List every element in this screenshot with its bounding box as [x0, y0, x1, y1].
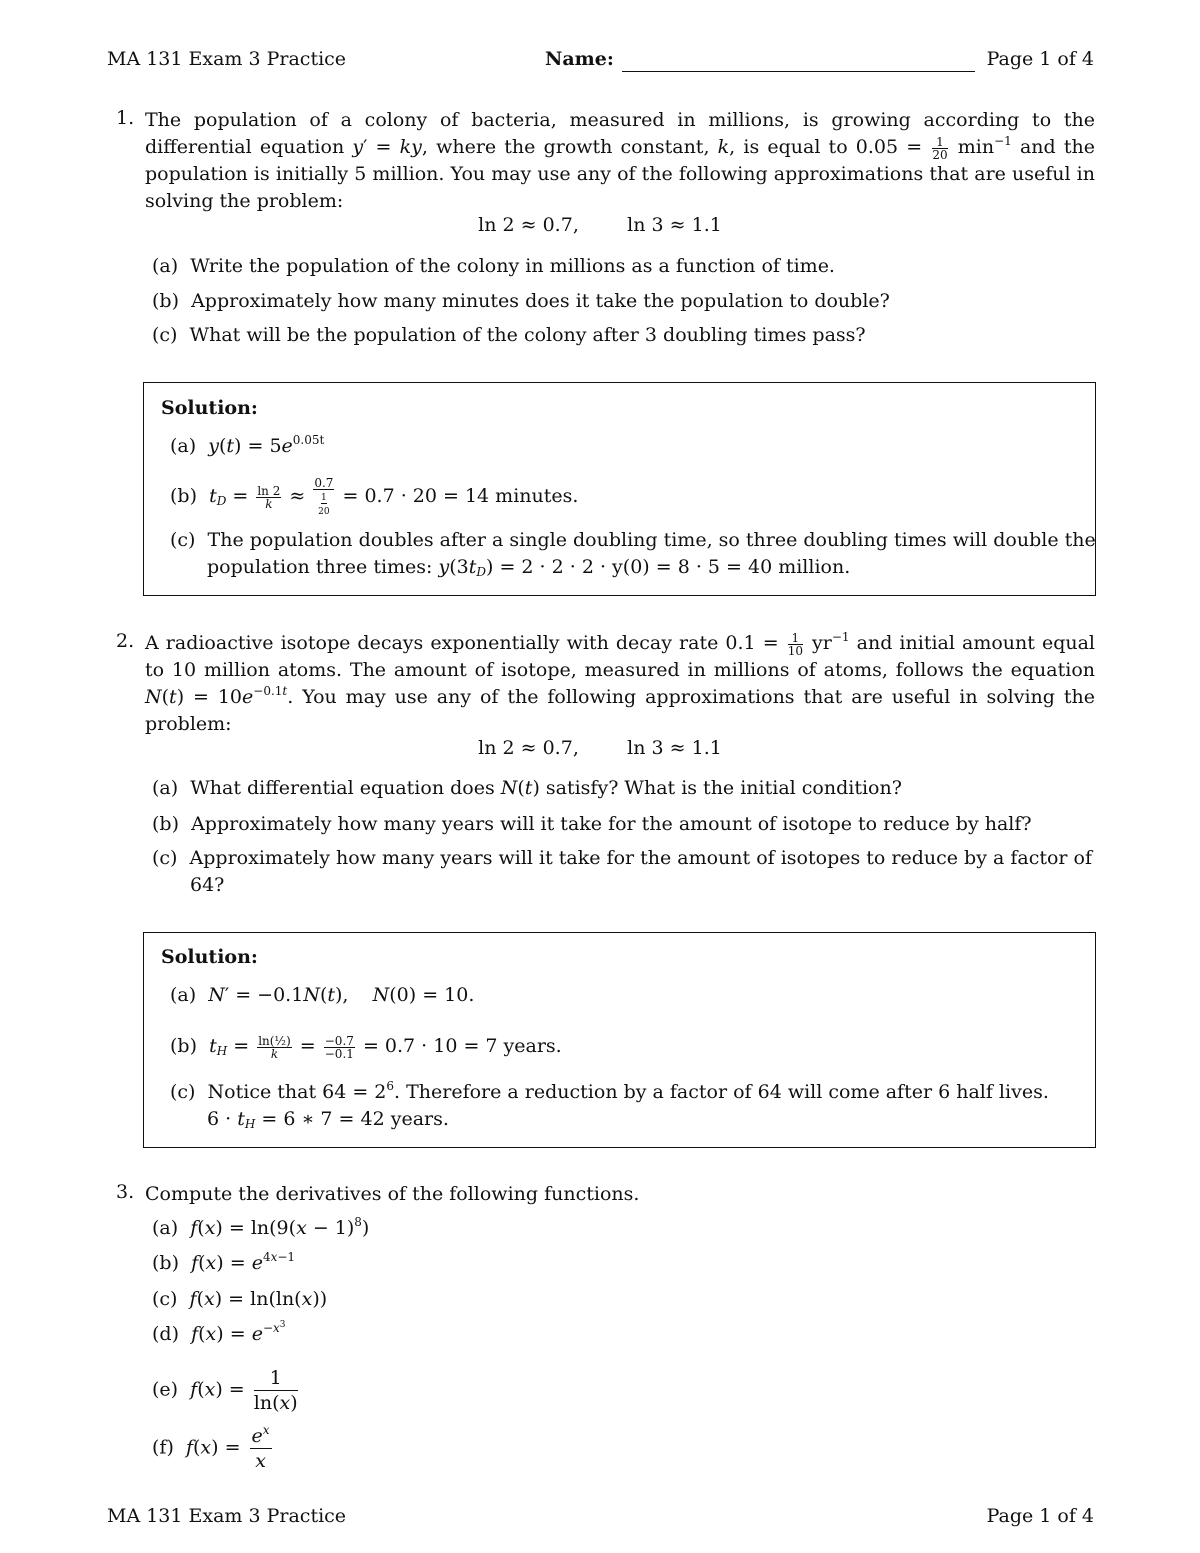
footer-page: Page 1 of 4: [986, 1505, 1094, 1527]
q2-line3: You may use any of the following approximations that are useful in solving the: [302, 686, 1095, 708]
q1-line2c: is equal to 0.05 =: [743, 136, 923, 158]
solution-2-a: (a) N′ = −0.1N(t), N(0) = 10.: [170, 984, 475, 1006]
solution-1-a: (a) $y(t) = 5e^{0.05t}$: [170, 433, 325, 457]
q2-part-a: (a) What differential equation does N(t) satisfy? What is the initial condition?: [152, 777, 902, 799]
q2-number: 2.: [116, 630, 135, 652]
q2-part-c-line2: 64?: [190, 874, 225, 896]
solution-1-title: Solution:: [161, 397, 258, 419]
q1-part-a: (a) Write the population of the colony in millions as a function of time.: [152, 255, 835, 277]
solution-2-c-line1: (c) Notice that $64 = 2^6$. Therefore a reduction by a factor of 64 will come after 6 half lives.: [170, 1079, 1049, 1103]
q1-text: The population of a colony of bacteria, measured in millions, is growing according to the differential equation y′ = ky, where the growth constant, k, is equal to 0.05 = $\frac{1}{20}$ $\min^{-1}$ and the population is initially 5 million. You may use any of the following approximations that are useful in solving the problem:: [145, 109, 1095, 212]
q1-line4: problem:: [256, 190, 344, 212]
q1-line2d: and the population is: [145, 136, 1095, 185]
solution-1-c-line2: population three times: $y(3t_D) = 2 \cdot 2 \cdot 2 \cdot y(0) = 8 \cdot 5 = 40$ million.: [207, 556, 851, 579]
q3-part-f: (f) f(x) = $\frac{e^x}{x}$: [152, 1423, 270, 1472]
q2-approximations: ln 2 ≈ 0.7, ln 3 ≈ 1.1: [478, 737, 722, 759]
q2-line4: problem:: [145, 713, 232, 735]
header-name-label: Name:: [545, 48, 614, 70]
q2-rate-fraction: $\frac{1}{10}$: [787, 630, 803, 658]
q2-line2: to 10 million atoms. The amount of isotope, measured in millions of atoms, follows the equation: [145, 659, 1095, 681]
q3-part-c: (c) f(x) = ln(ln(x)): [152, 1288, 328, 1310]
q1-number: 1.: [116, 107, 135, 129]
q1-part-c: (c) What will be the population of the colony after 3 doubling times pass?: [152, 324, 866, 346]
q1-rate-fraction: $\frac{1}{20}$: [932, 134, 948, 162]
q3-number: 3.: [116, 1181, 135, 1203]
q1-line1: The population of a colony of bacteria, measured in millions, is growing according to the differential: [145, 109, 1095, 158]
q1-approximations: ln 2 ≈ 0.7, ln 3 ≈ 1.1: [478, 214, 722, 236]
q3-title: Compute the derivatives of the following functions.: [145, 1183, 640, 1205]
q2-line1a: A radioactive isotope decays exponentially with decay rate 0.1 =: [145, 632, 779, 654]
solution-1-b: (b) $t_D$ = $\frac{\ln 2}{k}$ ≈ 0.7 1 20 = 0.7 · 20 = 14 minutes.: [170, 476, 579, 517]
q2-line1b: and initial amount equal: [856, 632, 1096, 654]
solution-2-b: (b) $t_H$ = $\frac{\text{ln(½)}}{k}$ = $\frac{-0.7}{-0.1}$ = 0.7 · 10 = 7 years.: [170, 1033, 562, 1061]
header-page: Page 1 of 4: [986, 48, 1094, 70]
q3-part-a: (a) $f(x) = \ln(9(x - 1)^8)$: [152, 1215, 370, 1239]
q1-line2b: where the growth constant,: [436, 136, 710, 158]
q3-part-d: (d) $f(x) = e^{-x^3}$: [152, 1320, 286, 1345]
solution-2-c-line2: $6 \cdot t_H = 6$ ∗ 7 = 42 years.: [207, 1108, 449, 1131]
q3-part-e: (e) f(x) = $\frac{1}{\ln(x)}$: [152, 1367, 298, 1414]
name-blank-line[interactable]: [622, 71, 975, 72]
footer-course: MA 131 Exam 3 Practice: [107, 1505, 347, 1527]
solution-1-c-line1: (c) The population doubles after a single doubling time, so three doubling times will double the: [170, 529, 1096, 551]
q3-part-b: (b) $f(x) = e^{4x-1}$: [152, 1250, 296, 1274]
q2-part-c-line1: (c) Approximately how many years will it take for the amount of isotopes to reduce by a factor of: [152, 847, 1093, 869]
q2-part-b: (b) Approximately how many years will it take for the amount of isotope to reduce by half?: [152, 813, 1032, 835]
header-course: MA 131 Exam 3 Practice: [107, 48, 347, 70]
q2-text: A radioactive isotope decays exponentially with decay rate 0.1 = $\frac{1}{10}$ $yr^{-1}$ and initial amount equal to 10 million atoms. The amount of isotope, measured in millions of atoms, follows the equation $N(t) = 10e^{-0.1t}$. You may use any of the following approximations that are useful in solving the problem:: [145, 630, 1096, 735]
solution-2-title: Solution:: [161, 946, 258, 968]
q1-line2a: equation: [259, 136, 345, 158]
q1-line3: initially 5 million. You may use any of the following approximations that are useful in solving the: [145, 163, 1095, 212]
q1-part-b: (b) Approximately how many minutes does it take the population to double?: [152, 290, 890, 312]
